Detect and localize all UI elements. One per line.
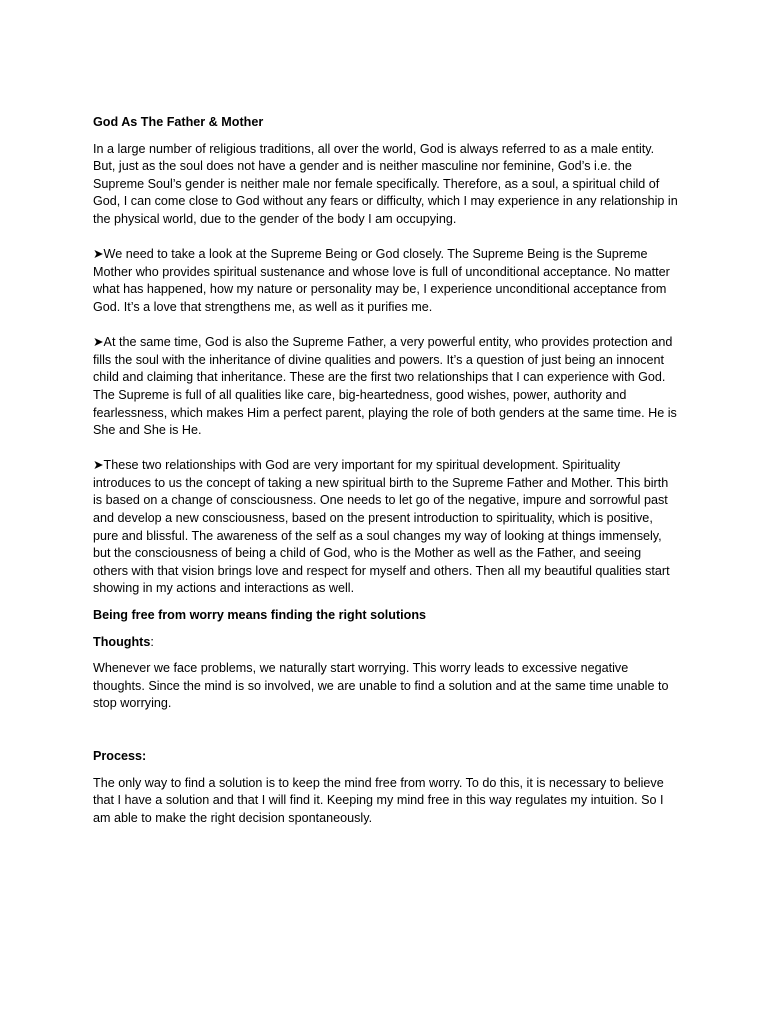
paragraph-supreme-mother: ➤We need to take a look at the Supreme Being or God closely. The Supreme Being is the Supreme Mother who provides spiritual sustenance and whose love is full of unconditional acceptance. No matter what has happened, how my nature or personality may be, I experience unconditional acceptance from God. It’s a love that strengthens me, as well as it purifies me. — [93, 247, 670, 314]
paragraph-spiritual-development: ➤These two relationships with God are very important for my spiritual development. Spirituality introduces to us the concept of taking a new spiritual birth to the Supreme Father and Mother. This birth is based on a change of consciousness. One needs to let go of the negative, impure and sorrowful past and develop a new consciousness, based on the present introduction to spirituality, which is positive, pure and blissful. The awareness of the self as a soul changes my way of looking at things immensely, but the consciousness of being a child of God, who is the Mother as well as the Father, and seeing others with that vision brings love and respect for myself and others. Then all my beautiful qualities start showing in my actions and interactions as well. — [93, 458, 670, 596]
document-page — [93, 114, 678, 827]
paragraph-spacer — [93, 651, 678, 660]
section-title-god-as-father-mother: God As The Father & Mother — [93, 115, 264, 129]
thoughts-label: Thoughts — [93, 634, 151, 649]
thoughts-heading — [93, 634, 678, 652]
process-label: Process: — [93, 749, 147, 763]
paragraph-spacer — [93, 229, 678, 247]
paragraph-spacer — [93, 598, 678, 607]
paragraph-spacer — [93, 713, 678, 748]
paragraph-spacer — [93, 440, 678, 458]
paragraph-spacer — [93, 766, 678, 775]
paragraph-intro: In a large number of religious traditions, all over the world, God is always referred to as a male entity. But, just as the soul does not have a gender and is neither masculine nor feminine, God’s i.e. the Supreme Soul’s gender is neither male nor female specifically. Therefore, as a soul, a spiritual child of God, I can come close to God without any fears or difficulty, which I may experience in any relationship in the physical world, due to the gender of the body I am occupying. — [93, 141, 678, 226]
process-paragraph: The only way to find a solution is to keep the mind free from worry. To do this, it is necessary to believe that I have a solution and that I will find it. Keeping my mind free in this way regulates my intuition. So I am able to make the right decision spontaneously. — [93, 775, 664, 825]
section-title-free-from-worry: Being free from worry means finding the right solutions — [93, 608, 427, 623]
thoughts-paragraph: Whenever we face problems, we naturally start worrying. This worry leads to excessive negative thoughts. Since the mind is so involved, we are unable to find a solution and at the same time unable to stop worrying. — [93, 661, 669, 711]
thoughts-colon: : — [150, 634, 154, 649]
paragraph-supreme-father: ➤At the same time, God is also the Supreme Father, a very powerful entity, who provides protection and fills the soul with the inheritance of divine qualities and powers. It’s a question of just being an innocent child and claiming that inheritance. These are the first two relationships that I can experience with God. The Supreme is full of all qualities like care, big-heartedness, good wishes, power, authority and fearlessness, which makes Him a perfect parent, playing the role of both genders at the same time. He is She and She is He. — [93, 335, 677, 438]
paragraph-spacer — [93, 317, 678, 335]
